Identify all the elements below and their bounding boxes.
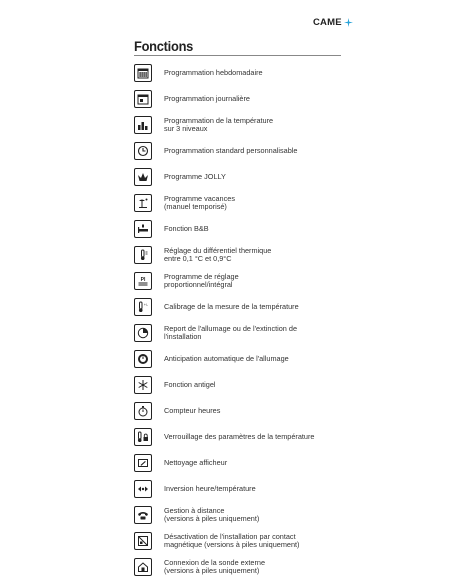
list-item <box>134 296 299 318</box>
brand-logo <box>313 17 353 28</box>
item-label: Anticipation automatique de l'allumage <box>164 353 289 363</box>
list-item <box>134 374 216 396</box>
item-label: Fonction antigel <box>164 379 216 389</box>
thermometer-lock-icon <box>134 428 152 446</box>
item-label: Programme de réglage proportionnel/intégral <box>164 271 239 289</box>
svg-text:PI: PI <box>140 277 146 283</box>
list-item <box>134 88 250 110</box>
item-label: Désactivation de l'installation par contact magnétique (versions à piles uniquement) <box>164 531 300 549</box>
list-item <box>134 348 289 370</box>
standard-program-icon <box>134 142 152 160</box>
pi-icon <box>134 272 152 290</box>
brand-name: CAME <box>313 17 342 28</box>
list-item <box>134 140 297 162</box>
item-label: Programmation hebdomadaire <box>164 67 263 77</box>
title-divider <box>134 55 341 56</box>
bed-breakfast-icon <box>134 220 152 238</box>
list-item <box>134 244 271 266</box>
thermometer-differential-icon <box>134 246 152 264</box>
item-label: Nettoyage afficheur <box>164 457 228 467</box>
list-item <box>134 218 209 240</box>
three-levels-icon <box>134 116 152 134</box>
telephone-icon <box>134 506 152 524</box>
list-item <box>134 322 297 344</box>
list-item <box>134 400 220 422</box>
item-label: Gestion à distance (versions à piles uniquement) <box>164 505 260 523</box>
item-label: Connexion de la sonde externe (versions à piles uniquement) <box>164 557 266 575</box>
item-label: Programme vacances (manuel temporisé) <box>164 193 235 211</box>
item-label: Fonction B&B <box>164 223 209 233</box>
time-temperature-swap-icon <box>134 480 152 498</box>
item-label: Programme JOLLY <box>164 171 226 181</box>
list-item <box>134 452 227 474</box>
weekly-calendar-icon <box>134 64 152 82</box>
item-label: Programmation journalière <box>164 93 250 103</box>
item-label: Report de l'allumage ou de l'extinction de l'installation <box>164 323 297 341</box>
item-label: Compteur heures <box>164 405 221 415</box>
brand-star-icon <box>344 18 353 27</box>
list-item <box>134 270 239 292</box>
anticipation-icon <box>134 350 152 368</box>
list-item <box>134 62 263 84</box>
delay-clock-icon <box>134 324 152 342</box>
list-item <box>134 114 273 136</box>
item-label: Inversion heure/température <box>164 483 256 493</box>
thermometer-calibration-icon <box>134 298 152 316</box>
item-label: Verrouillage des paramètres de la température <box>164 431 315 441</box>
antifreeze-icon <box>134 376 152 394</box>
jolly-icon <box>134 168 152 186</box>
external-probe-icon <box>134 558 152 576</box>
list-item <box>134 530 299 552</box>
stopwatch-icon <box>134 402 152 420</box>
page-title: Fonctions <box>134 38 194 54</box>
holiday-icon <box>134 194 152 212</box>
contact-deactivation-icon <box>134 532 152 550</box>
daily-calendar-icon <box>134 90 152 108</box>
item-label: Réglage du différentiel thermique entre 0,1 °C et 0,9°C <box>164 245 272 263</box>
list-item <box>134 478 256 500</box>
item-label: Calibrage de la mesure de la température <box>164 301 299 311</box>
item-label: Programmation de la température sur 3 niveaux <box>164 115 274 133</box>
item-label: Programmation standard personnalisable <box>164 145 298 155</box>
display-cleaning-icon <box>134 454 152 472</box>
list-item <box>134 504 259 526</box>
list-item <box>134 556 265 578</box>
list-item <box>134 426 314 448</box>
list-item <box>134 192 235 214</box>
svg-text:+/-: +/- <box>143 303 149 307</box>
list-item <box>134 166 226 188</box>
